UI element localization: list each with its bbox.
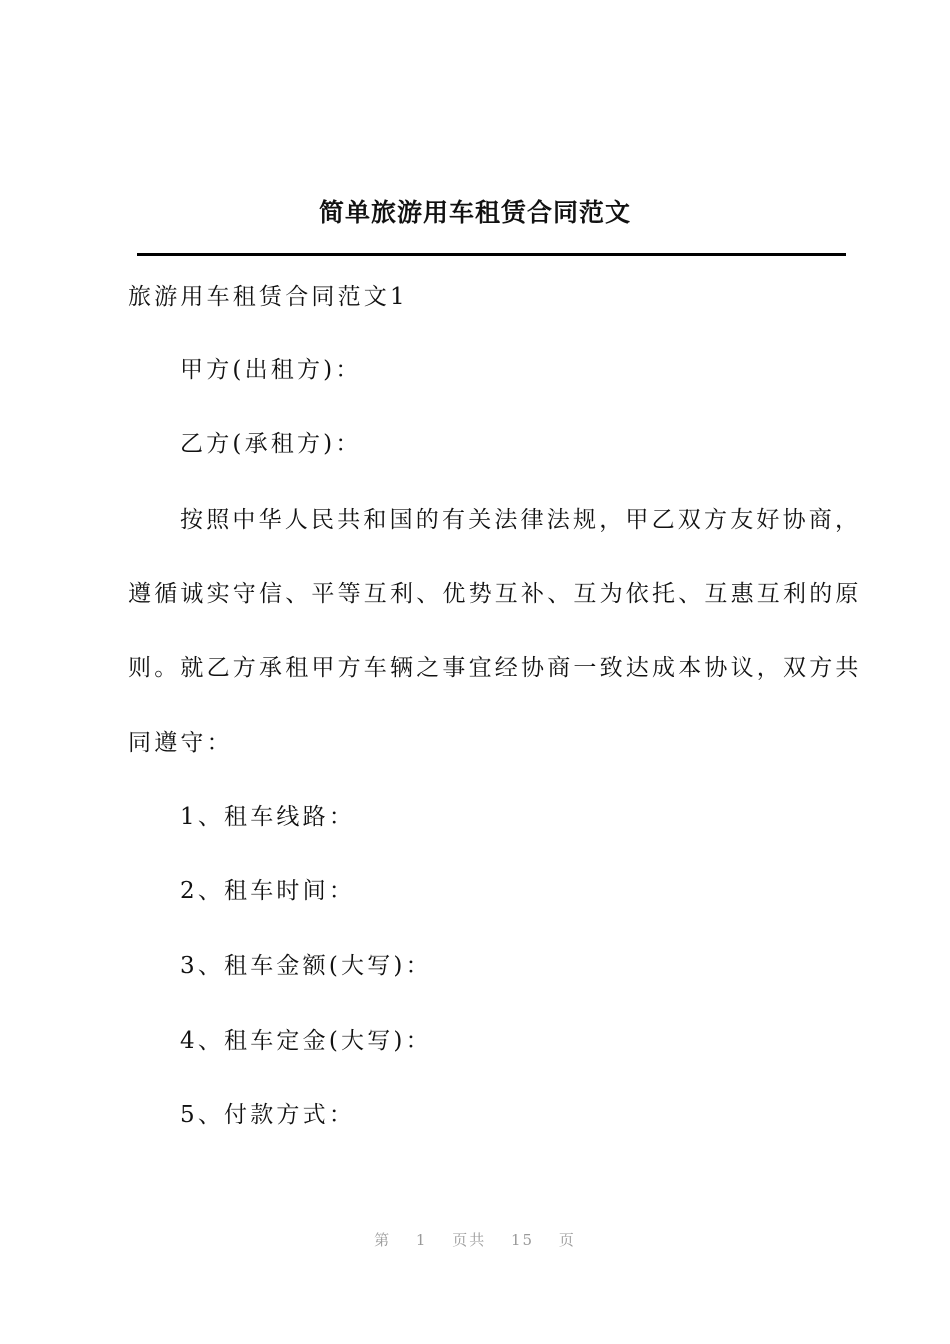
title-underline bbox=[137, 253, 846, 256]
page-footer bbox=[0, 1229, 950, 1250]
footer-page-suffix: 页 bbox=[558, 1231, 576, 1249]
list-item: 1、租车线路： bbox=[180, 804, 356, 830]
document-title: 简单旅游用车租赁合同范文 bbox=[318, 198, 631, 227]
list-item: 2、租车时间： bbox=[180, 878, 356, 904]
party-b-line: 乙方(承租方)： bbox=[180, 431, 362, 457]
footer-page-total: 15 bbox=[511, 1231, 535, 1249]
intro-paragraph-line: 则。就乙方承租甲方车辆之事宜经协商一致达成本协议，双方共 bbox=[128, 655, 862, 681]
list-item: 4、租车定金(大写)： bbox=[180, 1028, 432, 1054]
list-item: 3、租车金额(大写)： bbox=[180, 953, 432, 979]
footer-page-middle: 页共 bbox=[452, 1231, 487, 1249]
intro-paragraph-line: 同遵守： bbox=[128, 730, 233, 756]
section-heading: 旅游用车租赁合同范文1 bbox=[128, 284, 408, 310]
footer-page-prefix: 第 bbox=[374, 1231, 392, 1249]
party-a-line: 甲方(出租方)： bbox=[180, 357, 362, 383]
footer-page-number: 1 bbox=[415, 1231, 428, 1249]
list-item: 5、付款方式： bbox=[180, 1102, 356, 1128]
intro-paragraph-line: 遵循诚实守信、平等互利、优势互补、互为依托、互惠互利的原 bbox=[128, 581, 862, 607]
intro-paragraph-line: 按照中华人民共和国的有关法律法规，甲乙双方友好协商， bbox=[180, 507, 862, 533]
